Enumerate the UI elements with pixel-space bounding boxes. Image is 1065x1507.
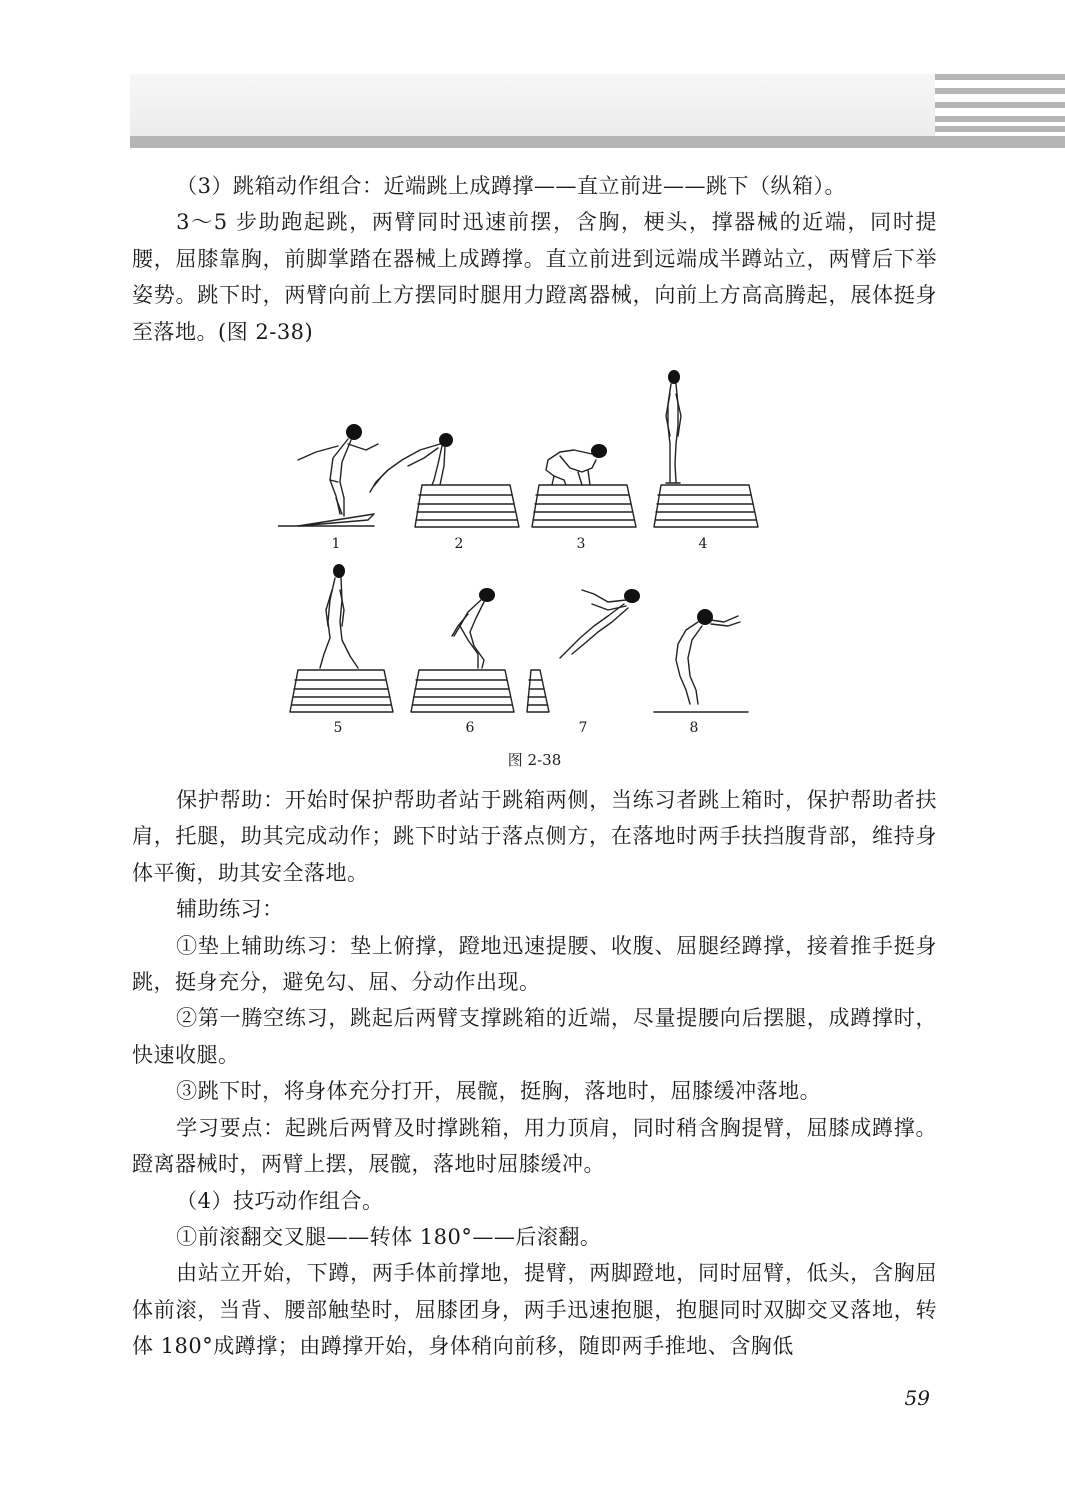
frame-label: 6 bbox=[465, 720, 475, 737]
paragraph: （3）跳箱动作组合：近端跳上成蹲撑——直立前进——跳下（纵箱）。 bbox=[176, 174, 846, 198]
frame-8-landing bbox=[654, 609, 748, 712]
paragraph: （4）技巧动作组合。 bbox=[176, 1188, 384, 1213]
frame-2-support bbox=[370, 433, 519, 527]
page-content bbox=[132, 168, 937, 1365]
vault-sequence-illustration bbox=[278, 364, 778, 740]
header-deco-line bbox=[935, 102, 1065, 108]
frame-6-half-squat bbox=[411, 588, 514, 712]
frame-3-squat bbox=[532, 444, 636, 527]
frame-7-flight bbox=[527, 589, 640, 712]
frame-label: 7 bbox=[578, 720, 588, 737]
paragraph: 学习要点：起跳后两臂及时撑跳箱，用力顶肩，同时稍含胸提臂，屈膝成蹲撑。蹬离器械时，两臂上摆，展髋，落地时屈膝缓冲。 bbox=[132, 1115, 937, 1177]
header-band bbox=[130, 74, 935, 136]
page-number: 59 bbox=[904, 1386, 930, 1410]
header-deco-line bbox=[935, 74, 1065, 80]
paragraph: 3～5 步助跑起跳，两臂同时迅速前摆，含胸，梗头，撑器械的近端，同时提腰，屈膝靠胸，前脚掌踏在器械上成蹲撑。直立前进到远端成半蹲站立，两臂后下举姿势。跳下时，两臂向前上方摆同时腿用力蹬离器械，向前上方高高腾起，展体挺身至落地。(图 2-38) bbox=[132, 210, 937, 344]
header-bar bbox=[130, 136, 1065, 148]
frame-label: 1 bbox=[331, 536, 341, 553]
paragraph: ①前滚翻交叉腿——转体 180°——后滚翻。 bbox=[176, 1224, 602, 1249]
frame-label: 4 bbox=[698, 536, 708, 553]
frame-label: 5 bbox=[333, 720, 343, 737]
paragraph: ③跳下时，将身体充分打开，展髋，挺胸，落地时，屈膝缓冲落地。 bbox=[176, 1079, 822, 1104]
header-deco-line bbox=[935, 116, 1065, 122]
frame-5-walk bbox=[290, 564, 393, 712]
paragraph: 保护帮助：开始时保护帮助者站于跳箱两侧，当练习者跳上箱时，保护帮助者扶肩，托腿，助其完成动作；跳下时站于落点侧方，在落地时两手扶挡腹背部，维持身体平衡，助其安全落地。 bbox=[132, 788, 937, 885]
frame-4-stand bbox=[654, 370, 758, 527]
header-deco-line bbox=[935, 126, 1065, 132]
frame-label: 2 bbox=[454, 536, 464, 553]
paragraph: ②第一腾空练习，跳起后两臂支撑跳箱的近端，尽量提腰向后摆腿，成蹲撑时，快速收腿。 bbox=[132, 1006, 937, 1067]
paragraph: 由站立开始，下蹲，两手体前撑地，提臂，两脚蹬地，同时屈臂，低头，含胸屈体前滚，当背、腰部触垫时，屈膝团身，两手迅速抱腿，抱腿同时双脚交叉落地，转体 180°成蹲撑；由蹲撑开始，身体稍向前移，随即两手推地、含胸低 bbox=[132, 1261, 937, 1359]
frame-label: 8 bbox=[689, 720, 699, 737]
frame-label: 3 bbox=[576, 536, 586, 553]
paragraph: 辅助练习： bbox=[176, 897, 284, 922]
figure-caption: 图 2-38 bbox=[507, 751, 562, 770]
paragraph: ①垫上辅助练习：垫上俯撑，蹬地迅速提腰、收腹、屈腿经蹲撑，接着推手挺身跳，挺身充分，避免勾、屈、分动作出现。 bbox=[132, 933, 937, 995]
header-deco-line bbox=[935, 88, 1065, 94]
figure-2-38 bbox=[132, 364, 937, 778]
frame-1-approach bbox=[278, 424, 378, 526]
